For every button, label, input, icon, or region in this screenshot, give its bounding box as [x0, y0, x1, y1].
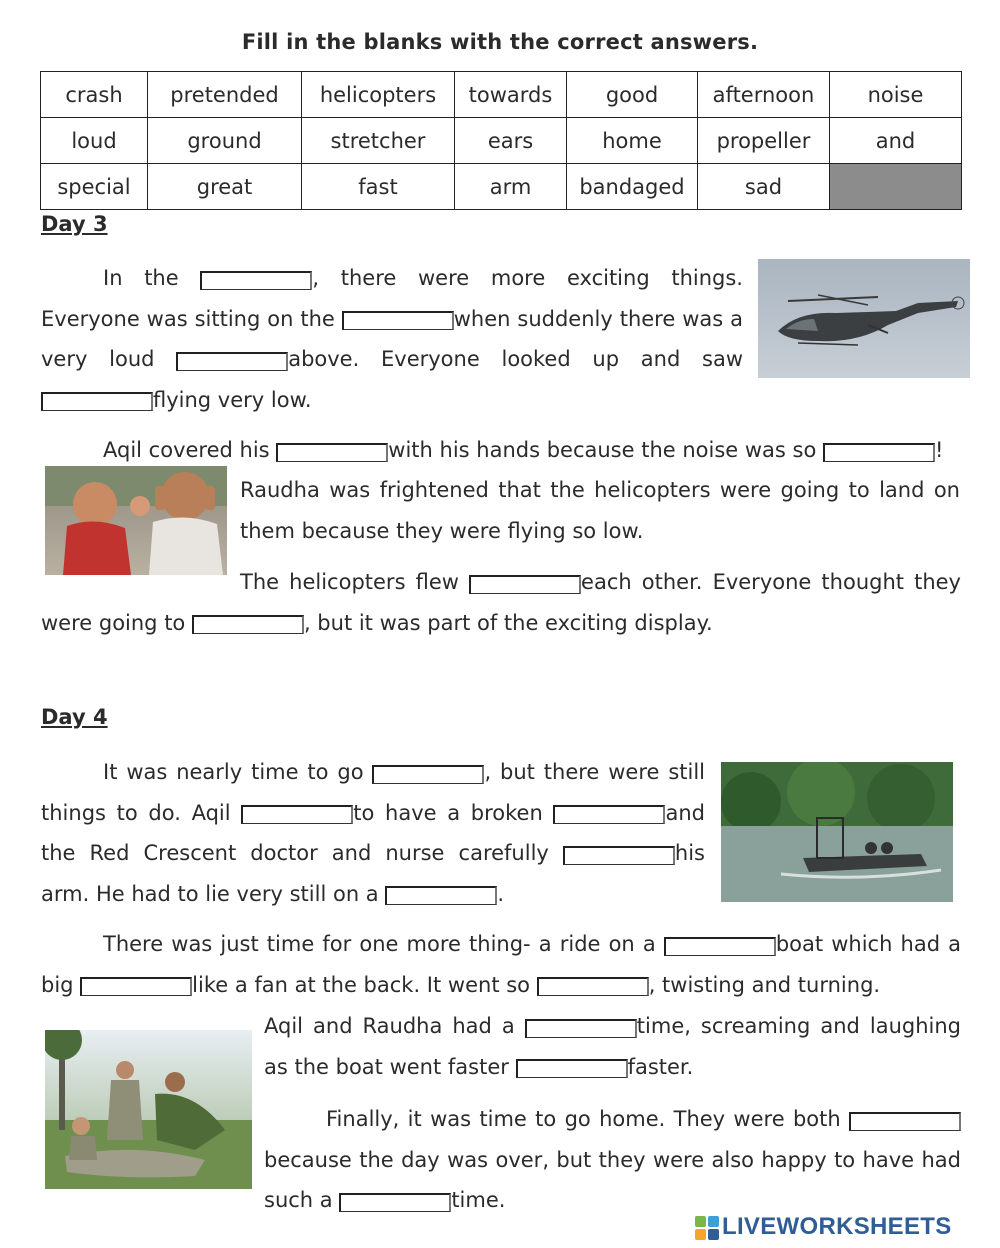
liveworksheets-logo-icon — [695, 1216, 719, 1240]
liveworksheets-logo-text: LIVEWORKSHEETS — [722, 1213, 952, 1240]
answer-blank[interactable] — [385, 886, 497, 905]
day3-paragraph-2: Aqil covered his with his hands because the noise was so ! — [103, 438, 944, 462]
word-bank-cell: loud — [41, 118, 148, 164]
answer-blank[interactable] — [176, 352, 288, 371]
answer-blank[interactable] — [516, 1059, 628, 1078]
word-bank-cell: arm — [455, 164, 567, 210]
day4-heading: Day 4 — [41, 705, 108, 729]
answer-blank[interactable] — [372, 765, 484, 784]
word-bank-cell: stretcher — [302, 118, 455, 164]
word-bank-cell: propeller — [698, 118, 830, 164]
answer-blank[interactable] — [342, 311, 454, 330]
day4-paragraph-1: It was nearly time to go , but there were still things to do. Aqil to have a broken and the Red Crescent doctor and nurse carefully his arm. He had to lie very still on a . — [41, 760, 706, 906]
word-bank-row — [41, 164, 962, 210]
word-bank-cell: pretended — [148, 72, 302, 118]
day4-paragraph-4: Finally, it was time to go home. They were both because the day was over, but they were also happy to have had such a time. — [264, 1107, 961, 1212]
word-bank-cell: ears — [455, 118, 567, 164]
day4-paragraph-2: There was just time for one more thing- a ride on a boat which had a big like a fan at the back. It went so , twisting and turning. — [41, 932, 962, 997]
word-bank-cell: fast — [302, 164, 455, 210]
liveworksheets-logo[interactable] — [695, 1212, 995, 1242]
word-bank-cell: bandaged — [567, 164, 698, 210]
soldiers-first-aid-photo — [45, 1030, 252, 1189]
answer-blank[interactable] — [823, 443, 935, 462]
word-bank-cell: good — [567, 72, 698, 118]
word-bank-cell: special — [41, 164, 148, 210]
answer-blank[interactable] — [469, 575, 581, 594]
day3-heading: Day 3 — [41, 212, 108, 236]
day4-paragraph-3: Aqil and Raudha had a time, screaming and laughing as the boat went faster faster. — [264, 1014, 961, 1079]
day3-paragraph-3: Raudha was frightened that the helicopters were going to land on them because they were flying so low. — [240, 478, 960, 543]
word-bank-cell: towards — [455, 72, 567, 118]
worksheet-title: Fill in the blanks with the correct answers. — [241, 30, 759, 54]
word-bank-cell: and — [830, 118, 962, 164]
day3-paragraph-4: The helicopters flew each other. Everyone thought they were going to , but it was part of the exciting display. — [41, 570, 961, 635]
word-bank-table — [40, 71, 962, 210]
helicopter-photo — [758, 259, 970, 378]
answer-blank[interactable] — [276, 443, 388, 462]
answer-blank[interactable] — [80, 977, 192, 996]
answer-blank[interactable] — [200, 271, 312, 290]
day3-paragraph-1: In the , there were more exciting things. Everyone was sitting on the when suddenly there was a very loud above. Everyone looked up and saw flying very low. — [41, 266, 743, 412]
answer-blank[interactable] — [525, 1019, 637, 1038]
answer-blank[interactable] — [339, 1193, 451, 1212]
answer-blank[interactable] — [664, 937, 776, 956]
word-bank-cell: helicopters — [302, 72, 455, 118]
word-bank-cell: great — [148, 164, 302, 210]
word-bank-cell: noise — [830, 72, 962, 118]
word-bank-cell: home — [567, 118, 698, 164]
word-bank-cell: afternoon — [698, 72, 830, 118]
answer-blank[interactable] — [849, 1112, 961, 1131]
answer-blank[interactable] — [192, 615, 304, 634]
word-bank-cell: ground — [148, 118, 302, 164]
answer-blank[interactable] — [553, 805, 665, 824]
airboat-photo — [721, 762, 953, 902]
word-bank-cell: crash — [41, 72, 148, 118]
word-bank-blank-cell — [830, 164, 962, 210]
answer-blank[interactable] — [41, 392, 153, 411]
word-bank-cell: sad — [698, 164, 830, 210]
children-covering-ears-photo — [45, 466, 227, 575]
answer-blank[interactable] — [563, 846, 675, 865]
answer-blank[interactable] — [537, 977, 649, 996]
answer-blank[interactable] — [241, 805, 353, 824]
word-bank-row — [41, 118, 962, 164]
word-bank-row — [41, 72, 962, 118]
